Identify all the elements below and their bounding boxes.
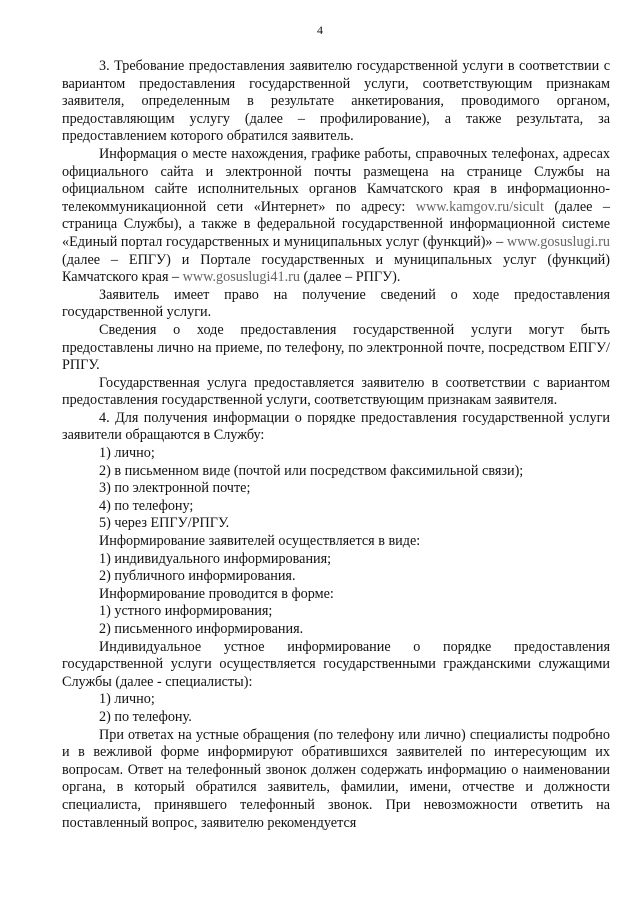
contact-text-1: Информация о месте нахождения, графике работы, справочных телефонах, адресах официального сайта и электронной почты размещена на странице Службы на официальном сайте исполнительных органов Камчатского края в информационно-телекоммуникационной сети «Интернет» по адресу:	[62, 145, 610, 215]
list-item: 1) устного информирования;	[99, 603, 273, 620]
paragraph-requirement: 3. Требование предоставления заявителю государственной услуги в соответствии с вариантом предоставления государственной услуги, соответствующим признакам заявителя, определенным в результате анкетирования, проводимого органом, предоставляющим услугу (далее – профилирование), а также результата, за предоставлением которого обратился заявитель.	[62, 58, 610, 145]
list-item: 1) индивидуального информирования;	[99, 550, 332, 567]
document-body	[62, 58, 610, 832]
paragraph-contact-info	[62, 146, 610, 287]
link-gosuslugi[interactable]: www.gosuslugi.ru	[506, 233, 610, 250]
paragraph-applicant-right: Заявитель имеет право на получение сведений о ходе предоставления государственной услуги.	[62, 286, 610, 321]
paragraph-informing-types: Информирование заявителей осуществляется в виде:	[99, 533, 421, 550]
paragraph-info-request: 4. Для получения информации о порядке предоставления государственной услуги заявители обращаются в Службу:	[62, 409, 610, 444]
list-item: 2) по телефону.	[99, 708, 192, 725]
list-item: 1) лично;	[99, 691, 155, 708]
list-item: 2) в письменном виде (почтой или посредством факсимильной связи);	[99, 462, 524, 479]
list-item: 2) письменного информирования.	[99, 621, 304, 637]
list-item: 2) публичного информирования.	[99, 568, 296, 585]
contact-text-3: (далее – ЕПГУ) и Портале государственных и муниципальных услуг (функций) Камчатского края –	[62, 251, 610, 286]
link-gosuslugi41[interactable]: www.gosuslugi41.ru	[182, 269, 300, 286]
page-number: 4	[317, 23, 323, 37]
list-item: 3) по электронной почте;	[99, 480, 251, 497]
contact-text-4: (далее – РПГУ).	[299, 269, 401, 286]
list-item: 4) по телефону;	[99, 497, 194, 514]
list-item: 1) лично;	[99, 445, 155, 462]
contact-text-2: (далее – страница Службы), а также в федеральной государственной информационной системе «Единый портал государственных и муниципальных услуг (функций)» –	[62, 198, 610, 250]
list-item: 5) через ЕПГУ/РПГУ.	[99, 515, 230, 532]
link-kamgov[interactable]: www.kamgov.ru/sicult	[415, 198, 544, 215]
paragraph-oral-answers: При ответах на устные обращения (по телефону или лично) специалисты подробно и в вежливой форме информируют обратившихся заявителей по интересующим их вопросам. Ответ на телефонный звонок должен содержать информацию о наименовании органа, в который обратился заявитель, фамилии, имени, отчестве и должности специалиста, принявшего телефонный звонок. При невозможности ответить на поставленный вопрос, заявителю рекомендуется	[62, 726, 610, 831]
paragraph-informing-forms: Информирование проводится в форме:	[99, 585, 334, 602]
paragraph-service-variant: Государственная услуга предоставляется заявителю в соответствии с вариантом предоставления государственной услуги, соответствующим признакам заявителя.	[62, 374, 610, 409]
paragraph-progress-info: Сведения о ходе предоставления государственной услуги могут быть предоставлены лично на приеме, по телефону, по электронной почте, посредством ЕПГУ/РПГУ.	[62, 321, 610, 374]
paragraph-individual-informing: Индивидуальное устное информирование о порядке предоставления государственной услуги осуществляется государственными гражданскими служащими Службы (далее - специалисты):	[62, 638, 610, 690]
